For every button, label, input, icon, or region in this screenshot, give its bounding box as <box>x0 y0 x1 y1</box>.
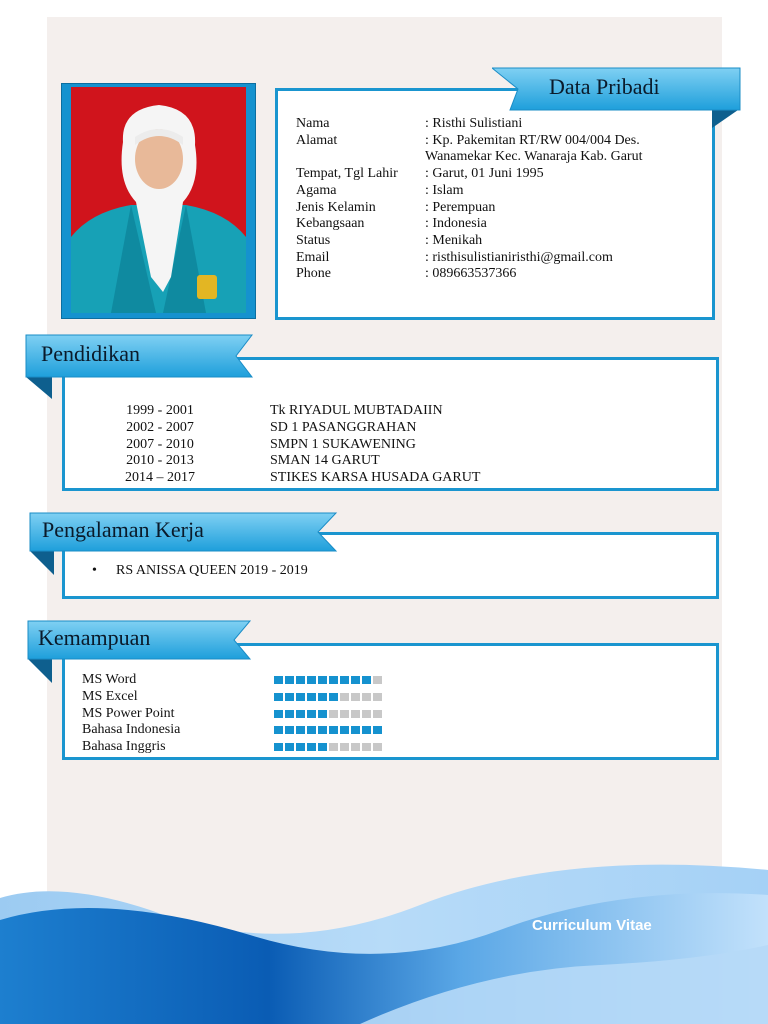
personal-label: Jenis Kelamin <box>296 199 376 215</box>
education-years: 2002 - 2007 <box>126 419 194 435</box>
education-school: SMPN 1 SUKAWENING <box>270 436 416 452</box>
skill-segment-filled <box>318 676 327 684</box>
skill-segment-filled <box>318 726 327 734</box>
personal-value: : Garut, 01 Juni 1995 <box>425 166 544 182</box>
education-years: 2007 - 2010 <box>126 436 194 452</box>
experience-list <box>92 563 692 583</box>
personal-value: : Menikah <box>425 232 483 248</box>
skill-segment-empty <box>351 710 360 718</box>
skill-name: Bahasa Indonesia <box>82 722 181 738</box>
skill-segment-filled <box>296 743 305 751</box>
experience-text: RS ANISSA QUEEN 2019 - 2019 <box>116 563 308 578</box>
skill-segment-empty <box>340 693 349 701</box>
skill-segment-empty <box>373 693 382 701</box>
skill-segment-empty <box>340 743 349 751</box>
personal-label: Phone <box>296 266 331 282</box>
skill-segment-filled <box>296 676 305 684</box>
personal-label: Tempat, Tgl Lahir <box>296 166 398 182</box>
skill-segment-filled <box>274 693 283 701</box>
personal-label: Email <box>296 249 330 265</box>
skill-segment-filled <box>362 726 371 734</box>
skill-segment-filled <box>285 693 294 701</box>
skill-segment-filled <box>362 676 371 684</box>
skill-level-bar <box>274 676 382 684</box>
skill-name: MS Excel <box>82 688 138 704</box>
education-years: 2010 - 2013 <box>126 453 194 469</box>
personal-value: : Kp. Pakemitan RT/RW 004/004 Des. <box>425 132 640 148</box>
skill-segment-empty <box>373 676 382 684</box>
skill-segment-filled <box>285 676 294 684</box>
personal-data-list <box>296 116 716 286</box>
skill-segment-filled <box>296 693 305 701</box>
personal-value: : Risthi Sulistiani <box>425 116 523 131</box>
skill-segment-filled <box>296 726 305 734</box>
skill-segment-empty <box>351 693 360 701</box>
education-school: Tk RIYADUL MUBTADAIIN <box>270 403 443 418</box>
skill-segment-empty <box>329 743 338 751</box>
skill-segment-filled <box>318 710 327 718</box>
skill-segment-filled <box>285 726 294 734</box>
skill-segment-filled <box>274 726 283 734</box>
footer-wave <box>0 850 768 1024</box>
personal-value: : Perempuan <box>425 199 496 215</box>
skill-segment-empty <box>329 710 338 718</box>
skill-segment-filled <box>351 676 360 684</box>
personal-label: Agama <box>296 182 337 198</box>
personal-value: : 089663537366 <box>425 266 517 282</box>
skill-segment-filled <box>340 676 349 684</box>
skill-segment-empty <box>340 710 349 718</box>
skill-segment-empty <box>362 710 371 718</box>
skill-segment-filled <box>274 676 283 684</box>
personal-label: Status <box>296 232 331 248</box>
skill-segment-filled <box>307 676 316 684</box>
skill-segment-filled <box>329 693 338 701</box>
personal-label: Kebangsaan <box>296 216 365 232</box>
skill-segment-filled <box>274 710 283 718</box>
skill-segment-filled <box>307 710 316 718</box>
skills-list <box>82 672 702 758</box>
education-ribbon <box>24 333 256 401</box>
personal-value: : risthisulistianiristhi@gmail.com <box>425 249 613 265</box>
education-list <box>110 403 710 489</box>
personal-value: Wanamekar Kec. Wanaraja Kab. Garut <box>425 149 643 165</box>
skill-segment-empty <box>351 743 360 751</box>
skill-level-bar <box>274 710 382 718</box>
skill-segment-filled <box>318 743 327 751</box>
footer-title: Curriculum Vitae <box>532 917 652 934</box>
skill-segment-empty <box>373 710 382 718</box>
skill-level-bar <box>274 726 382 734</box>
profile-photo <box>71 87 246 313</box>
personal-label: Nama <box>296 116 330 131</box>
skill-segment-filled <box>351 726 360 734</box>
education-school: SMAN 14 GARUT <box>270 453 380 469</box>
skill-segment-filled <box>296 710 305 718</box>
education-heading: Pendidikan <box>41 341 140 366</box>
skill-segment-filled <box>285 710 294 718</box>
skill-level-bar <box>274 693 382 701</box>
personal-value: : Islam <box>425 182 464 198</box>
personal-label: Alamat <box>296 132 338 148</box>
bullet-icon: • <box>92 563 97 578</box>
skill-segment-empty <box>373 743 382 751</box>
skill-segment-filled <box>307 693 316 701</box>
skill-name: MS Word <box>82 672 137 687</box>
skills-heading: Kemampuan <box>38 625 151 650</box>
skill-level-bar <box>274 743 382 751</box>
skill-segment-filled <box>340 726 349 734</box>
skill-segment-empty <box>362 693 371 701</box>
skill-segment-empty <box>362 743 371 751</box>
skill-name: Bahasa Inggris <box>82 739 166 755</box>
education-years: 1999 - 2001 <box>126 403 194 418</box>
personal-data-heading: Data Pribadi <box>549 74 660 99</box>
education-years: 2014 – 2017 <box>125 470 195 486</box>
skill-segment-filled <box>329 676 338 684</box>
personal-value: : Indonesia <box>425 216 487 232</box>
skill-segment-filled <box>373 726 382 734</box>
skill-segment-filled <box>329 726 338 734</box>
skill-name: MS Power Point <box>82 705 175 721</box>
experience-heading: Pengalaman Kerja <box>42 517 204 542</box>
skill-segment-filled <box>307 726 316 734</box>
education-school: SD 1 PASANGGRAHAN <box>270 419 417 435</box>
skill-segment-filled <box>285 743 294 751</box>
education-school: STIKES KARSA HUSADA GARUT <box>270 470 481 486</box>
skill-segment-filled <box>274 743 283 751</box>
skill-segment-filled <box>318 693 327 701</box>
skill-segment-filled <box>307 743 316 751</box>
